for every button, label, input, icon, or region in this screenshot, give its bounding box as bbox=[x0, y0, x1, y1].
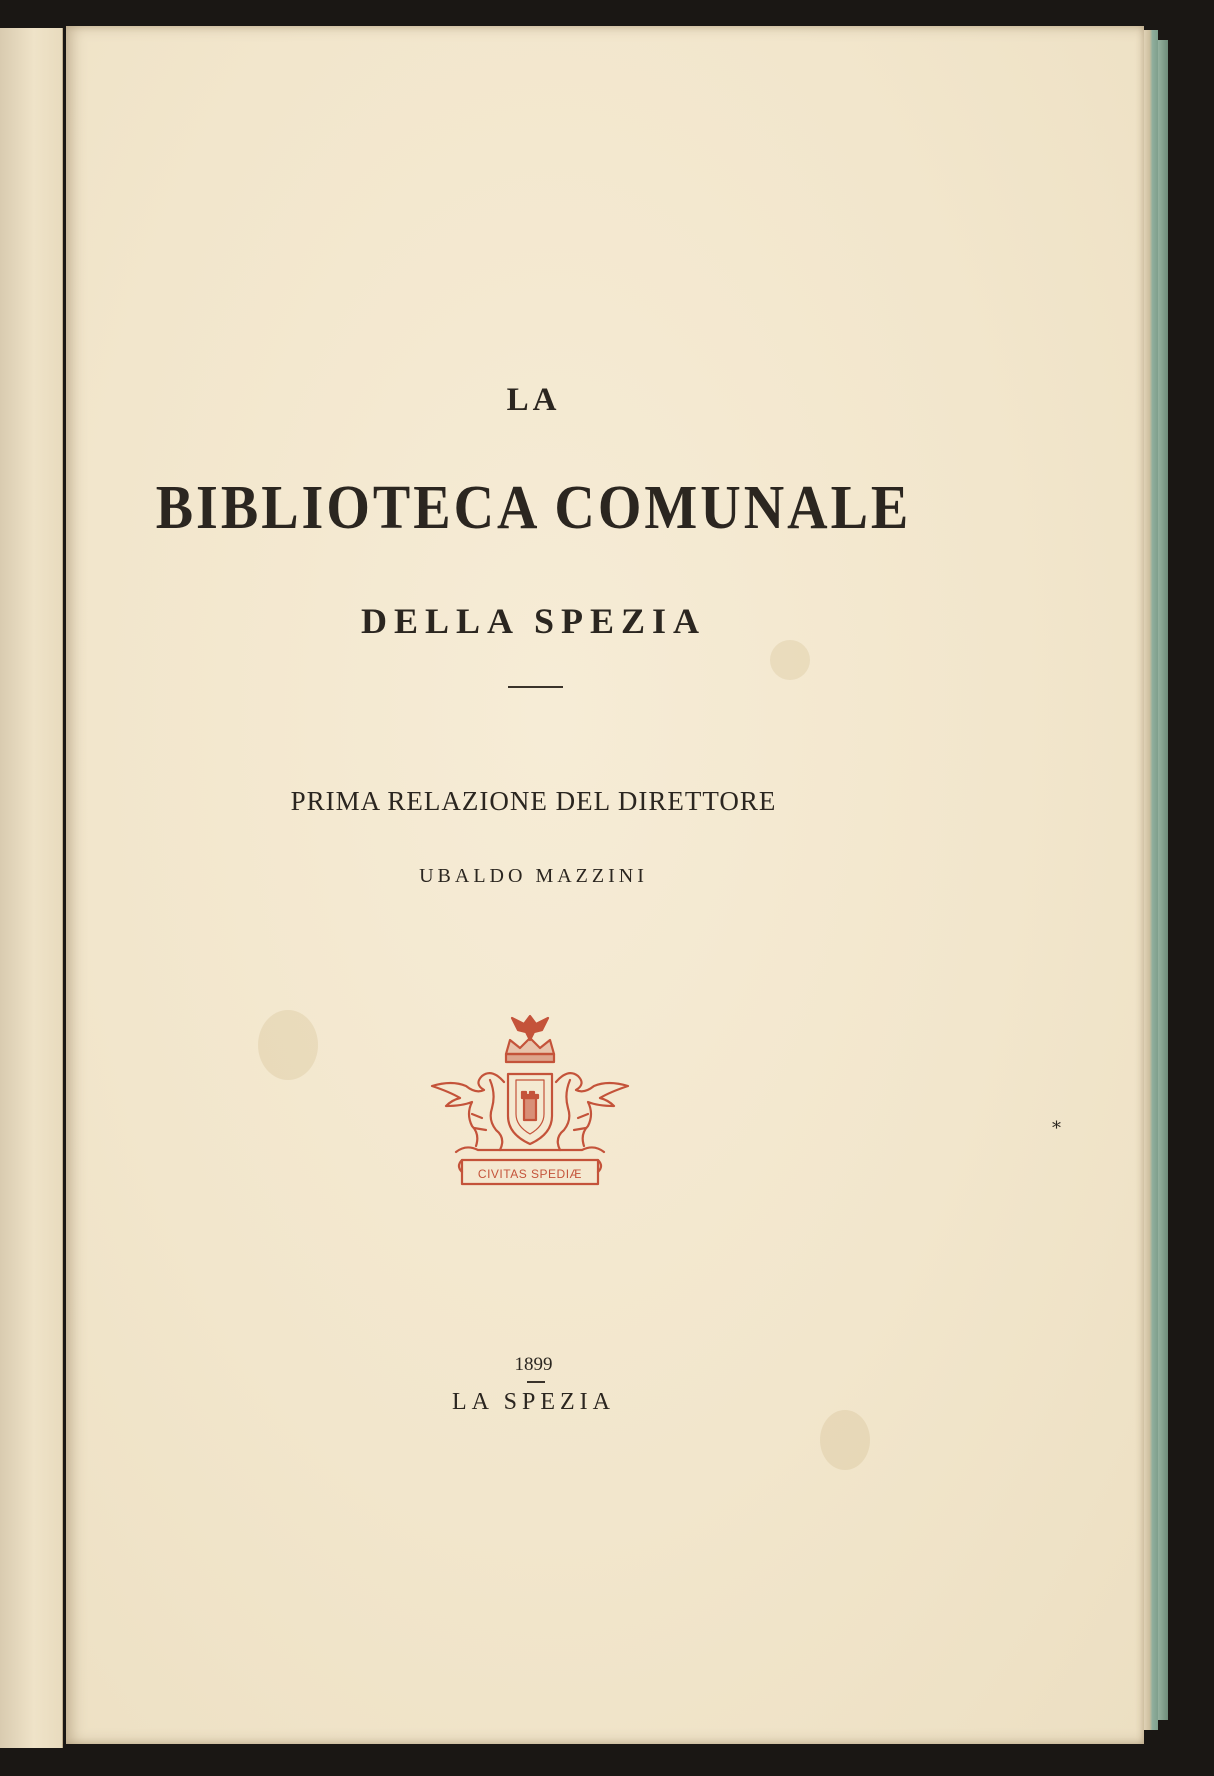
publication-year: 1899 bbox=[514, 1354, 553, 1375]
main-title: BIBLIOTECA COMUNALE bbox=[155, 473, 912, 543]
author-name: UBALDO MAZZINI bbox=[419, 865, 648, 887]
title-article: LA bbox=[506, 382, 561, 418]
title-rule bbox=[508, 686, 563, 688]
foxing-stain bbox=[820, 1410, 870, 1470]
subtitle: DELLA SPEZIA bbox=[360, 601, 707, 641]
foxing-stain bbox=[258, 1010, 318, 1080]
margin-mark: * bbox=[1052, 1118, 1061, 1139]
publication-city: LA SPEZIA bbox=[451, 1389, 615, 1415]
emblem-motto: CIVITAS SPEDIÆ bbox=[477, 1167, 583, 1181]
cover-edge bbox=[1158, 40, 1168, 1720]
facing-page-edge bbox=[0, 28, 63, 1748]
page-edge bbox=[1144, 30, 1158, 1730]
report-title: PRIMA RELAZIONE DEL DIRETTORE bbox=[290, 786, 777, 816]
foxing-stain bbox=[770, 640, 810, 680]
imprint-rule bbox=[527, 1381, 545, 1383]
city-coat-of-arms-emblem bbox=[426, 1010, 634, 1196]
